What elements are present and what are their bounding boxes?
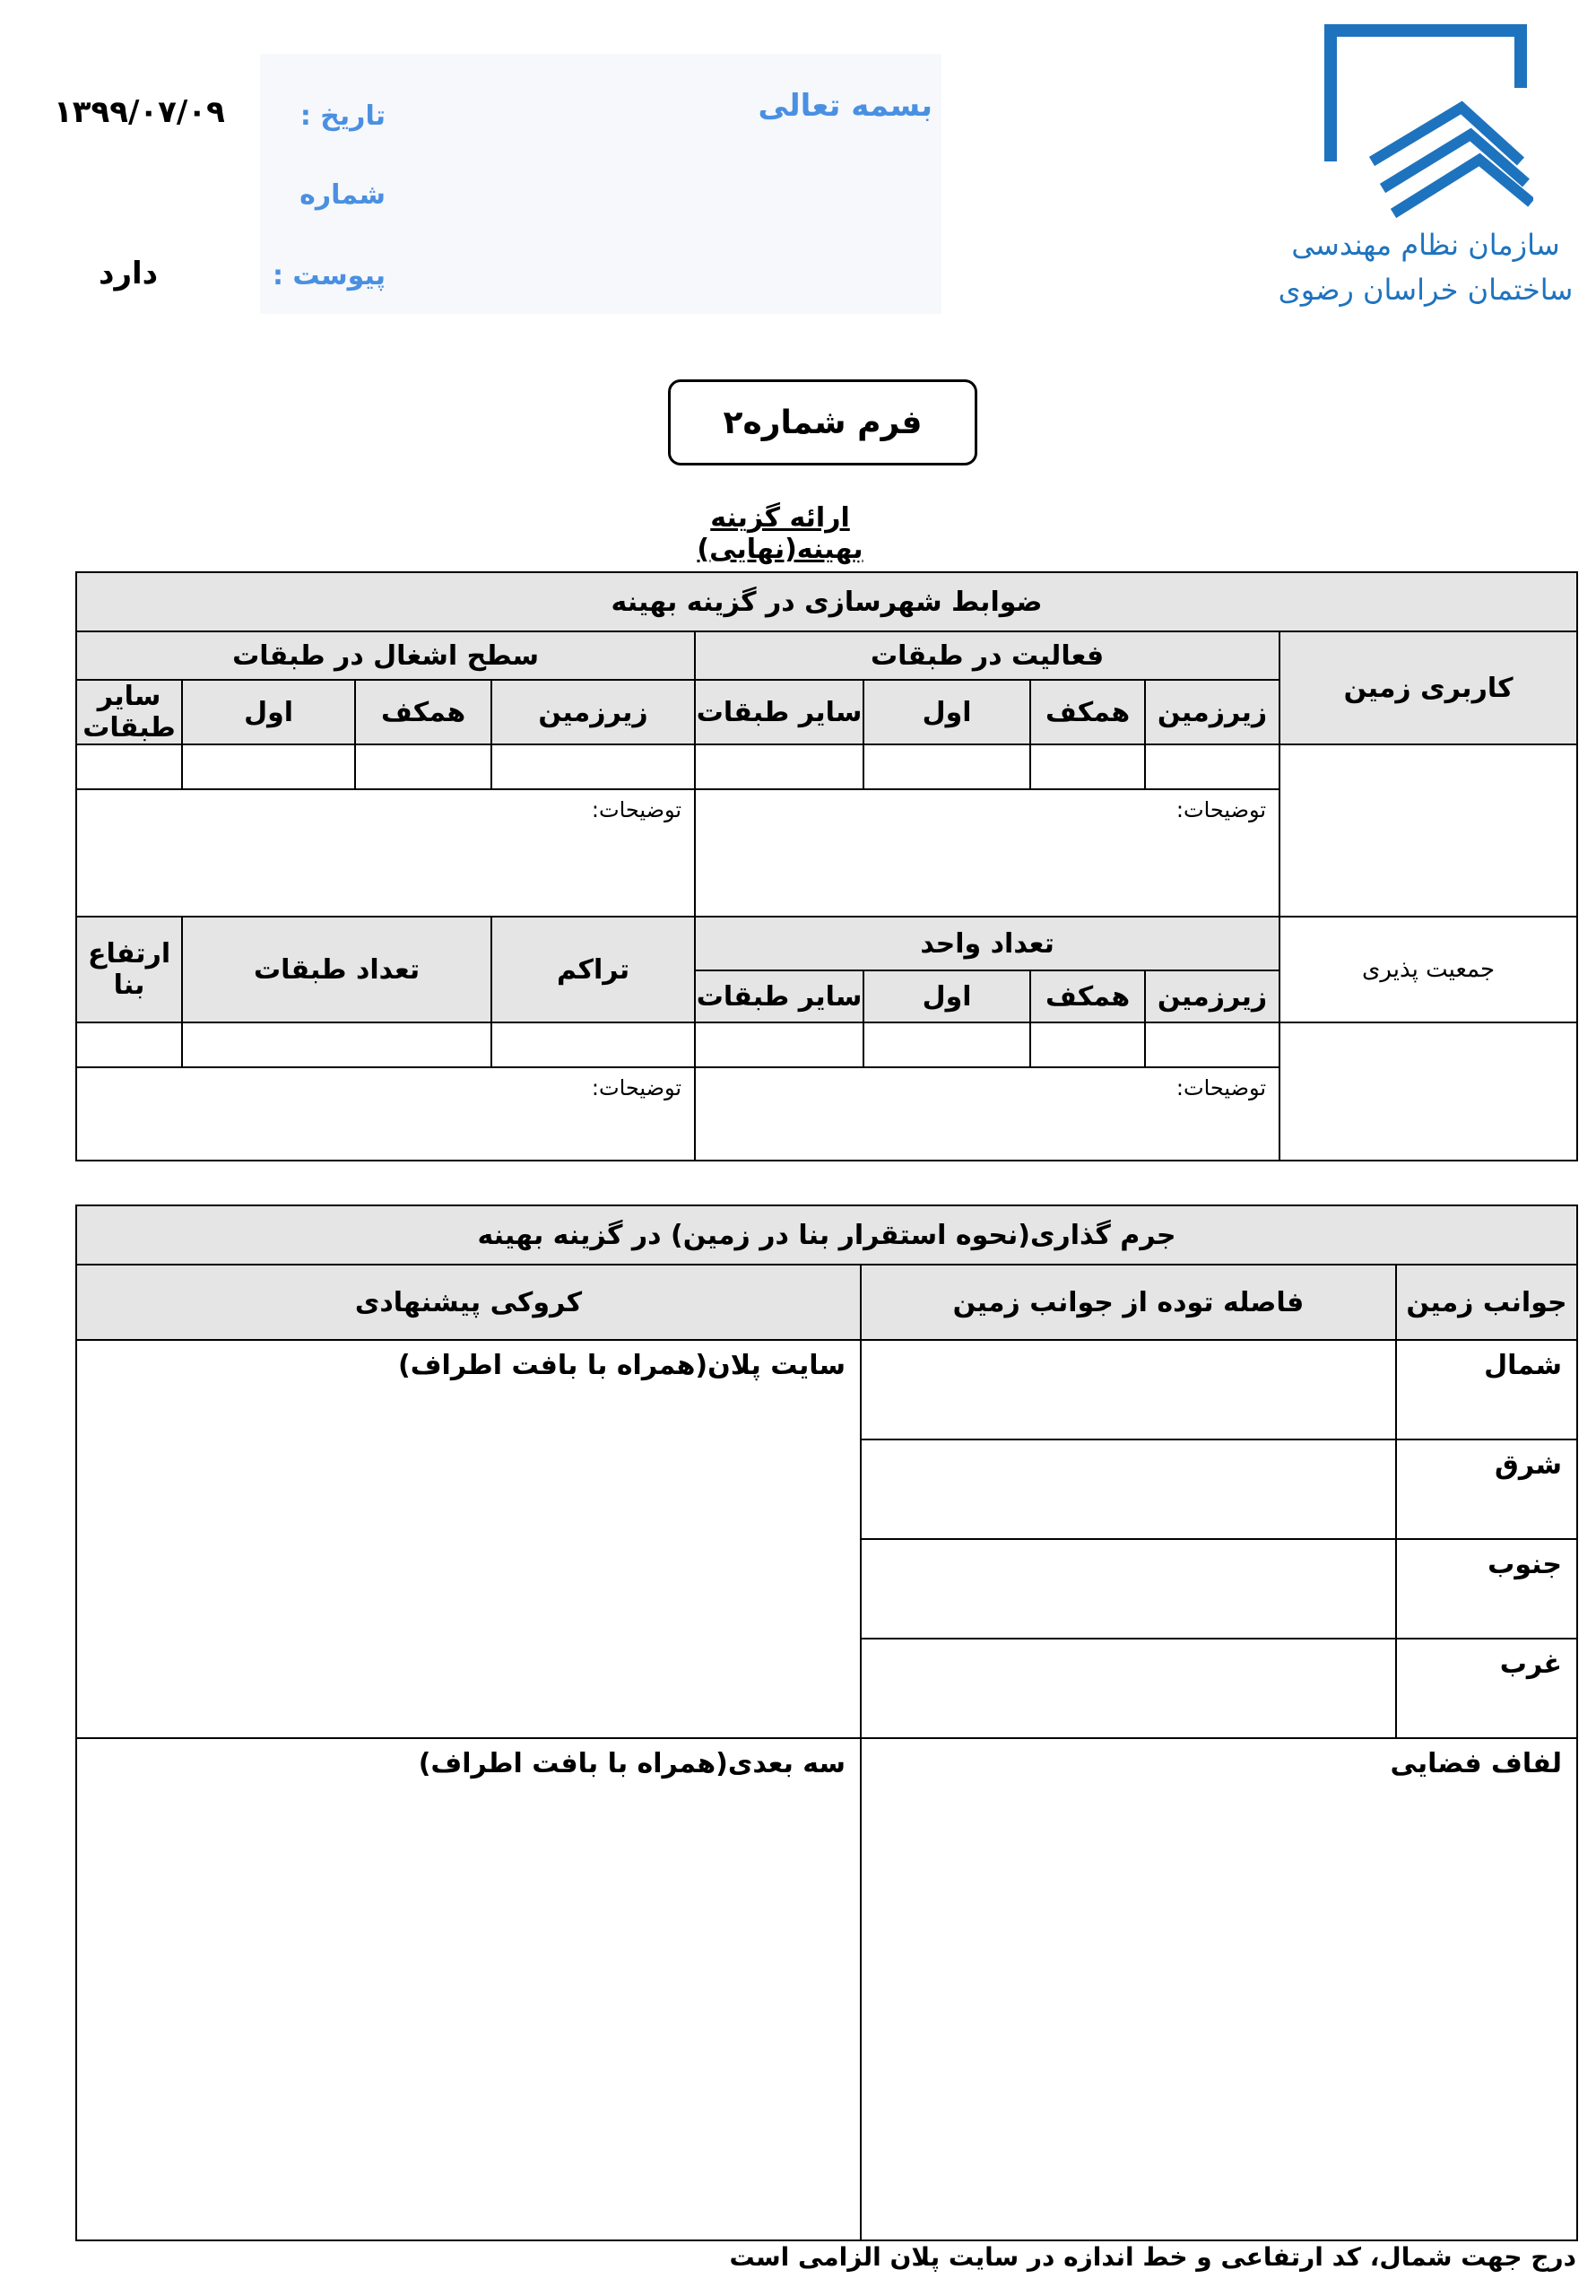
units-col-basement: زیرزمین bbox=[1145, 970, 1279, 1022]
site-plan-label: سایت پلان(همراه با بافت اطراف) bbox=[398, 1350, 846, 1381]
side-north-label: شمال bbox=[1484, 1350, 1562, 1381]
distance-north-cell[interactable] bbox=[861, 1340, 1396, 1439]
attachment-value: دارد bbox=[99, 256, 159, 291]
occupancy-basement-cell[interactable] bbox=[491, 744, 695, 789]
side-east-label: شرق bbox=[1495, 1449, 1562, 1481]
attachment-label: پیوست : bbox=[272, 260, 386, 291]
distance-east-cell[interactable] bbox=[861, 1439, 1396, 1539]
side-east-cell bbox=[1396, 1439, 1577, 1539]
activity-other-cell[interactable] bbox=[695, 744, 863, 789]
building-height-cell[interactable] bbox=[76, 1022, 182, 1067]
organization-logo-icon bbox=[1318, 18, 1533, 224]
number-label: شماره bbox=[299, 179, 386, 211]
side-south-label: جنوب bbox=[1488, 1549, 1562, 1580]
sides-header: جوانب زمین bbox=[1396, 1265, 1577, 1340]
organization-name-line1: سازمان نظام مهندسی bbox=[1291, 228, 1560, 262]
side-west-cell bbox=[1396, 1639, 1577, 1738]
distance-header: فاصله توده از جوانب زمین bbox=[861, 1265, 1396, 1340]
occupancy-col-ground: همکف bbox=[355, 680, 491, 744]
units-col-other: سایر طبقات bbox=[695, 970, 863, 1022]
units-other-cell[interactable] bbox=[695, 1022, 863, 1067]
activity-header: فعالیت در طبقات bbox=[695, 631, 1279, 680]
massing-title: جرم گذاری(نحوه استقرار بنا در زمین) در گزینه بهینه bbox=[76, 1205, 1577, 1265]
urban-regulations-table bbox=[75, 571, 1578, 1161]
unit-count-header: تعداد واحد bbox=[695, 917, 1279, 970]
activity-ground-cell[interactable] bbox=[1030, 744, 1145, 789]
density-notes-cell[interactable] bbox=[76, 1067, 695, 1161]
occupancy-notes-cell[interactable] bbox=[76, 789, 695, 917]
three-d-label: سه بعدی(همراه با بافت اطراف) bbox=[418, 1748, 846, 1779]
organization-name-line2: ساختمان خراسان رضوی bbox=[1278, 273, 1574, 307]
massing-table bbox=[75, 1205, 1578, 2241]
floor-count-cell[interactable] bbox=[182, 1022, 491, 1067]
distance-west-cell[interactable] bbox=[861, 1639, 1396, 1738]
building-height-header: ارتفاع بنا bbox=[76, 917, 182, 1022]
sketch-header: کروکی پیشنهادی bbox=[76, 1265, 861, 1340]
density-cell[interactable] bbox=[491, 1022, 695, 1067]
bismillah: بسمه تعالی bbox=[758, 88, 932, 124]
occupancy-notes-label: توضیحات: bbox=[591, 797, 682, 822]
activity-col-basement: زیرزمین bbox=[1145, 680, 1279, 744]
distance-south-cell[interactable] bbox=[861, 1539, 1396, 1639]
population-value-cell[interactable] bbox=[1279, 1022, 1577, 1161]
side-north-cell bbox=[1396, 1340, 1577, 1439]
units-col-ground: همکف bbox=[1030, 970, 1145, 1022]
three-d-cell[interactable] bbox=[76, 1738, 861, 2240]
envelope-cell[interactable] bbox=[861, 1738, 1577, 2240]
occupancy-other-cell[interactable] bbox=[76, 744, 182, 789]
occupancy-ground-cell[interactable] bbox=[355, 744, 491, 789]
date-value: ۱۳۹۹/۰۷/۰۹ bbox=[54, 94, 225, 130]
side-west-label: غرب bbox=[1499, 1648, 1562, 1680]
site-plan-cell[interactable] bbox=[76, 1340, 861, 1738]
occupancy-header: سطح اشغال در طبقات bbox=[76, 631, 695, 680]
units-basement-cell[interactable] bbox=[1145, 1022, 1279, 1067]
floor-count-header: تعداد طبقات bbox=[182, 917, 491, 1022]
activity-col-other: سایر طبقات bbox=[695, 680, 863, 744]
activity-notes-label: توضیحات: bbox=[1175, 797, 1267, 822]
footer-note: درج جهت شمال، کد ارتفاعی و خط اندازه در سایت پلان الزامی است bbox=[729, 2242, 1576, 2272]
activity-notes-cell[interactable] bbox=[695, 789, 1279, 917]
units-notes-label: توضیحات: bbox=[1175, 1075, 1267, 1100]
activity-basement-cell[interactable] bbox=[1145, 744, 1279, 789]
form-subtitle: ارائه گزینه بهینه(نهایی) bbox=[697, 502, 863, 565]
side-south-cell bbox=[1396, 1539, 1577, 1639]
occupancy-col-other: سایر طبقات bbox=[76, 680, 182, 744]
units-col-first: اول bbox=[863, 970, 1030, 1022]
date-label: تاریخ : bbox=[299, 100, 386, 132]
density-header: تراکم bbox=[491, 917, 695, 1022]
activity-col-ground: همکف bbox=[1030, 680, 1145, 744]
land-use-label: کاربری زمین bbox=[1279, 631, 1577, 744]
units-ground-cell[interactable] bbox=[1030, 1022, 1145, 1067]
envelope-label: لفاف فضایی bbox=[1390, 1748, 1562, 1779]
urban-regulations-title: ضوابط شهرسازی در گزینه بهینه bbox=[76, 572, 1577, 631]
land-use-value-cell[interactable] bbox=[1279, 744, 1577, 917]
occupancy-col-first: اول bbox=[182, 680, 355, 744]
units-first-cell[interactable] bbox=[863, 1022, 1030, 1067]
activity-first-cell[interactable] bbox=[863, 744, 1030, 789]
form-title: فرم شماره۲ bbox=[668, 379, 977, 465]
density-notes-label: توضیحات: bbox=[591, 1075, 682, 1100]
units-notes-cell[interactable] bbox=[695, 1067, 1279, 1161]
occupancy-first-cell[interactable] bbox=[182, 744, 355, 789]
activity-col-first: اول bbox=[863, 680, 1030, 744]
population-label: جمعیت پذیری bbox=[1279, 917, 1577, 1022]
occupancy-col-basement: زیرزمین bbox=[491, 680, 695, 744]
